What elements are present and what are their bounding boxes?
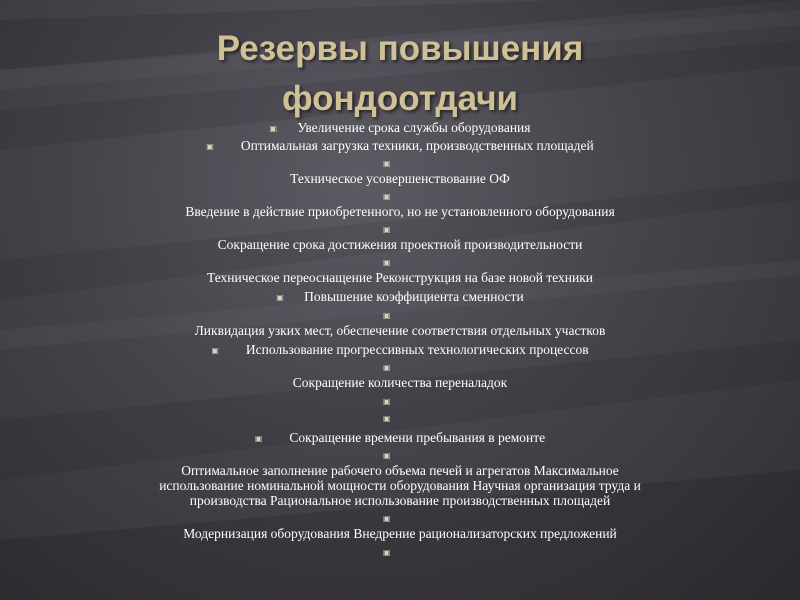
bullet-icon: ▣: [383, 159, 391, 168]
list-item-text: Модернизация оборудования Внедрение рационализаторских предложений: [183, 526, 617, 541]
list-item-text: производства Рациональное использование производственных площадей: [189, 493, 611, 508]
bullet-icon: ▣: [383, 414, 391, 423]
list-item-13: [0, 527, 800, 541]
bullet-icon: ▣: [276, 293, 284, 302]
bullet-icon: ▣: [383, 363, 391, 372]
list-item-12-line-1: [0, 464, 800, 478]
bullet-icon: ▣: [383, 225, 391, 234]
list-item-text: Техническое усовершенствование ОФ: [290, 171, 510, 186]
bullet-icon: ▣: [383, 258, 391, 267]
slide-title-line-1: Резервы повышения: [216, 29, 584, 68]
bullet-icon: ▣: [206, 142, 214, 151]
bullet-icon: ▣: [254, 434, 263, 443]
bullet-icon: ▣: [383, 514, 391, 523]
list-item-9: [0, 343, 800, 358]
list-item-text: Оптимальное заполнение рабочего объема печей и агрегатов Максимальное: [181, 463, 619, 478]
list-item-8: [0, 324, 800, 338]
list-item-text: использование номинальной мощности оборудования Научная организация труда и: [159, 478, 641, 493]
list-item-10: [0, 376, 800, 390]
list-item-2: [0, 139, 800, 154]
bullet-icon: ▣: [383, 397, 391, 406]
slide-title: [0, 24, 800, 124]
bullet-icon: ▣: [383, 451, 391, 460]
bullet-icon: ▣: [383, 192, 391, 201]
list-item-4: [0, 205, 800, 219]
list-item-text: Повышение коэффициента сменности: [304, 289, 524, 304]
list-item-text: Сокращение времени пребывания в ремонте: [289, 430, 546, 445]
list-item-text: Использование прогрессивных технологических процессов: [245, 342, 589, 357]
bullet-icon: ▣: [383, 311, 391, 320]
list-item-text: Оптимальная загрузка техники, производственных площадей: [240, 138, 594, 153]
list-item-11: [0, 431, 800, 446]
list-item-12-line-3: [0, 494, 800, 508]
list-item-text: Введение в действие приобретенного, но не установленного оборудования: [185, 204, 615, 219]
list-item-5: [0, 238, 800, 252]
list-item-text: Ликвидация узких мест, обеспечение соответствия отдельных участков: [194, 323, 606, 338]
list-item-1: [0, 121, 800, 136]
list-item-12-line-2: [0, 479, 800, 493]
list-item-text: Сокращение срока достижения проектной производительности: [217, 237, 583, 252]
list-item-text: Сокращение количества переналадок: [292, 375, 508, 390]
bullet-icon: ▣: [269, 124, 278, 133]
list-item-3: [0, 172, 800, 186]
bullet-icon: ▣: [383, 548, 391, 557]
list-item-7: [0, 290, 800, 305]
list-item-text: Техническое переоснащение Реконструкция на базе новой техники: [206, 270, 594, 285]
slide-title-line-2: фондоотдачи: [281, 79, 519, 118]
bullet-icon: ▣: [211, 346, 219, 355]
list-item-text: Увеличение срока службы оборудования: [297, 120, 531, 135]
list-item-6: [0, 271, 800, 285]
